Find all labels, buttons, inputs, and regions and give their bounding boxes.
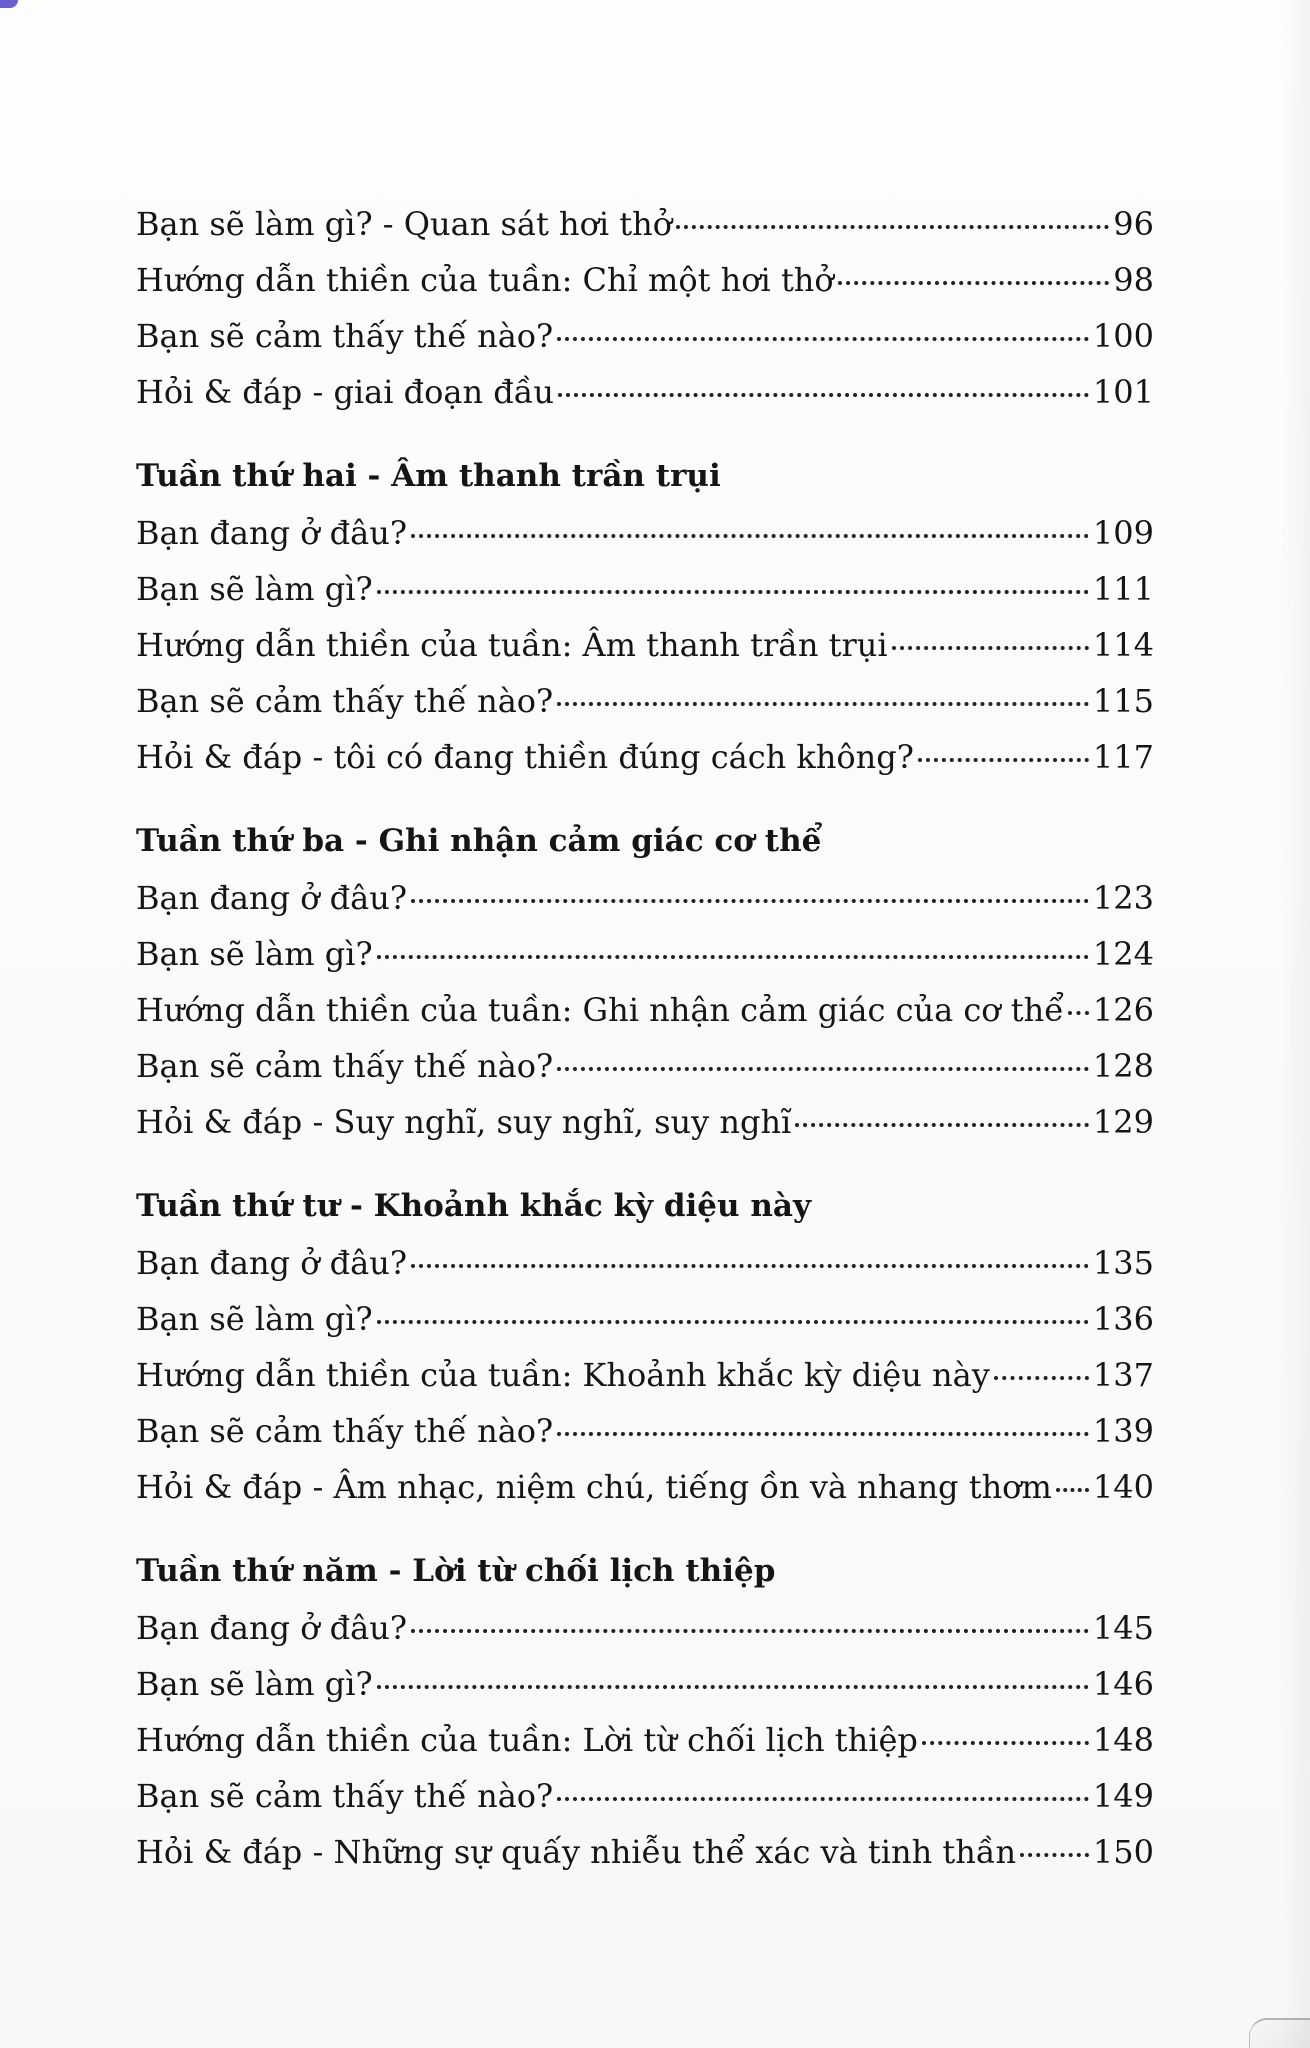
dot-leader <box>411 899 1089 903</box>
toc-entry-title: Bạn sẽ cảm thấy thế nào? <box>136 1777 554 1815</box>
toc-entry-title: Bạn đang ở đâu? <box>136 514 407 552</box>
dot-leader <box>1056 1488 1089 1492</box>
toc-entry <box>136 617 1154 673</box>
toc-entry-title: Bạn sẽ làm gì? <box>136 1300 373 1338</box>
dot-leader <box>557 1432 1089 1436</box>
dot-leader <box>411 1629 1089 1633</box>
toc-page-number: 136 <box>1092 1300 1154 1338</box>
toc-page-number: 145 <box>1092 1609 1154 1647</box>
toc-page-number: 100 <box>1092 317 1154 355</box>
toc-entry <box>136 1712 1154 1768</box>
toc-entry <box>136 1403 1154 1459</box>
toc-entry <box>136 982 1154 1038</box>
toc-entry <box>136 1600 1154 1656</box>
toc-entry <box>136 1347 1154 1403</box>
dot-leader <box>557 1797 1089 1801</box>
toc-entry <box>136 926 1154 982</box>
toc-entry-title: Bạn sẽ làm gì? <box>136 935 373 973</box>
dot-leader <box>377 1685 1089 1689</box>
page-corner-curl <box>1249 2018 1310 2048</box>
dot-leader <box>922 1741 1089 1745</box>
toc-page-number: 114 <box>1092 626 1154 664</box>
toc-page-number: 128 <box>1092 1047 1154 1085</box>
toc-page-number: 146 <box>1092 1665 1154 1703</box>
dot-leader <box>918 758 1089 762</box>
toc-section-week-three <box>136 817 1154 1150</box>
toc-entry-title: Hướng dẫn thiền của tuần: Chỉ một hơi thở <box>136 261 834 299</box>
toc-entry-title: Hỏi & đáp - Suy nghĩ, suy nghĩ, suy nghĩ <box>136 1103 792 1141</box>
toc-entry <box>136 1824 1154 1880</box>
dot-leader <box>994 1376 1089 1380</box>
toc-entry <box>136 1768 1154 1824</box>
dot-leader <box>557 1067 1089 1071</box>
toc-page-number: 135 <box>1092 1244 1154 1282</box>
section-heading: Tuần thứ ba - Ghi nhận cảm giác cơ thể <box>136 823 822 859</box>
toc-page-number: 139 <box>1092 1412 1154 1450</box>
toc-page-number: 137 <box>1092 1356 1154 1394</box>
section-heading: Tuần thứ tư - Khoảnh khắc kỳ diệu này <box>136 1188 811 1224</box>
toc-entry-title: Hướng dẫn thiền của tuần: Lời từ chối lịch thiệp <box>136 1721 918 1759</box>
toc-entry-title: Hỏi & đáp - tôi có đang thiền đúng cách không? <box>136 738 914 776</box>
dot-leader <box>892 646 1089 650</box>
toc-page-number: 150 <box>1092 1833 1154 1871</box>
toc-section-week-five <box>136 1547 1154 1880</box>
toc-page-number: 115 <box>1092 682 1154 720</box>
toc-entry <box>136 196 1154 252</box>
dot-leader <box>411 534 1089 538</box>
dot-leader <box>557 337 1089 341</box>
toc-section-week-two <box>136 452 1154 785</box>
toc-entry-title: Bạn sẽ cảm thấy thế nào? <box>136 1412 554 1450</box>
toc-entry <box>136 870 1154 926</box>
toc-page-number: 140 <box>1092 1468 1154 1506</box>
toc-entry-title: Bạn sẽ làm gì? <box>136 570 373 608</box>
toc-entry <box>136 561 1154 617</box>
dot-leader <box>676 225 1109 229</box>
section-heading: Tuần thứ hai - Âm thanh trần trụi <box>136 458 721 494</box>
toc-entry-title: Hỏi & đáp - Âm nhạc, niệm chú, tiếng ồn và nhang thơm <box>136 1468 1052 1506</box>
toc-entry-title: Hỏi & đáp - Những sự quấy nhiễu thể xác và tinh thần <box>136 1833 1017 1871</box>
toc-entry <box>136 1459 1154 1515</box>
toc-entry-title: Bạn đang ở đâu? <box>136 1244 407 1282</box>
toc-entry <box>136 505 1154 561</box>
dot-leader <box>377 1320 1089 1324</box>
dot-leader <box>377 590 1089 594</box>
dot-leader <box>377 955 1089 959</box>
dot-leader <box>838 281 1110 285</box>
toc-entry <box>136 1038 1154 1094</box>
dot-leader <box>558 393 1089 397</box>
toc-entry <box>136 1235 1154 1291</box>
table-of-contents <box>136 196 1154 1880</box>
toc-page-number: 109 <box>1092 514 1154 552</box>
toc-page-number: 96 <box>1113 205 1154 243</box>
toc-section-week-four <box>136 1182 1154 1515</box>
toc-entry <box>136 1656 1154 1712</box>
toc-entry-title: Bạn sẽ cảm thấy thế nào? <box>136 682 554 720</box>
toc-entry <box>136 308 1154 364</box>
toc-entry-title: Hướng dẫn thiền của tuần: Khoảnh khắc kỳ diệu này <box>136 1356 990 1394</box>
toc-entry <box>136 252 1154 308</box>
toc-entry-title: Bạn sẽ cảm thấy thế nào? <box>136 1047 554 1085</box>
toc-entry-title: Bạn đang ở đâu? <box>136 879 407 917</box>
dot-leader <box>795 1123 1089 1127</box>
toc-entry-title: Bạn đang ở đâu? <box>136 1609 407 1647</box>
toc-page-number: 124 <box>1092 935 1154 973</box>
dot-leader <box>1020 1853 1089 1857</box>
toc-page-number: 111 <box>1092 570 1154 608</box>
dot-leader <box>557 702 1089 706</box>
toc-page-number: 101 <box>1092 373 1154 411</box>
toc-page-number: 148 <box>1092 1721 1154 1759</box>
dot-leader <box>411 1264 1089 1268</box>
toc-entry-title: Bạn sẽ làm gì? - Quan sát hơi thở <box>136 205 673 243</box>
page-edge-shadow <box>1280 0 1310 2048</box>
toc-entry <box>136 729 1154 785</box>
section-heading: Tuần thứ năm - Lời từ chối lịch thiệp <box>136 1553 776 1589</box>
toc-entry-title: Bạn sẽ làm gì? <box>136 1665 373 1703</box>
toc-entry-title: Hướng dẫn thiền của tuần: Ghi nhận cảm giác của cơ thể <box>136 991 1064 1029</box>
toc-page-number: 126 <box>1092 991 1154 1029</box>
toc-entry <box>136 1291 1154 1347</box>
toc-entry-title: Hỏi & đáp - giai đoạn đầu <box>136 373 554 411</box>
toc-page-number: 129 <box>1092 1103 1154 1141</box>
toc-entry <box>136 364 1154 420</box>
toc-page-number: 149 <box>1092 1777 1154 1815</box>
toc-entry <box>136 673 1154 729</box>
toc-entry <box>136 1094 1154 1150</box>
dot-leader <box>1068 1011 1089 1015</box>
toc-entry-title: Bạn sẽ cảm thấy thế nào? <box>136 317 554 355</box>
corner-mark <box>0 0 18 8</box>
toc-page-number: 123 <box>1092 879 1154 917</box>
toc-page-number: 98 <box>1113 261 1154 299</box>
toc-entry-title: Hướng dẫn thiền của tuần: Âm thanh trần trụi <box>136 626 888 664</box>
toc-intro-group <box>136 196 1154 420</box>
toc-page-number: 117 <box>1092 738 1154 776</box>
